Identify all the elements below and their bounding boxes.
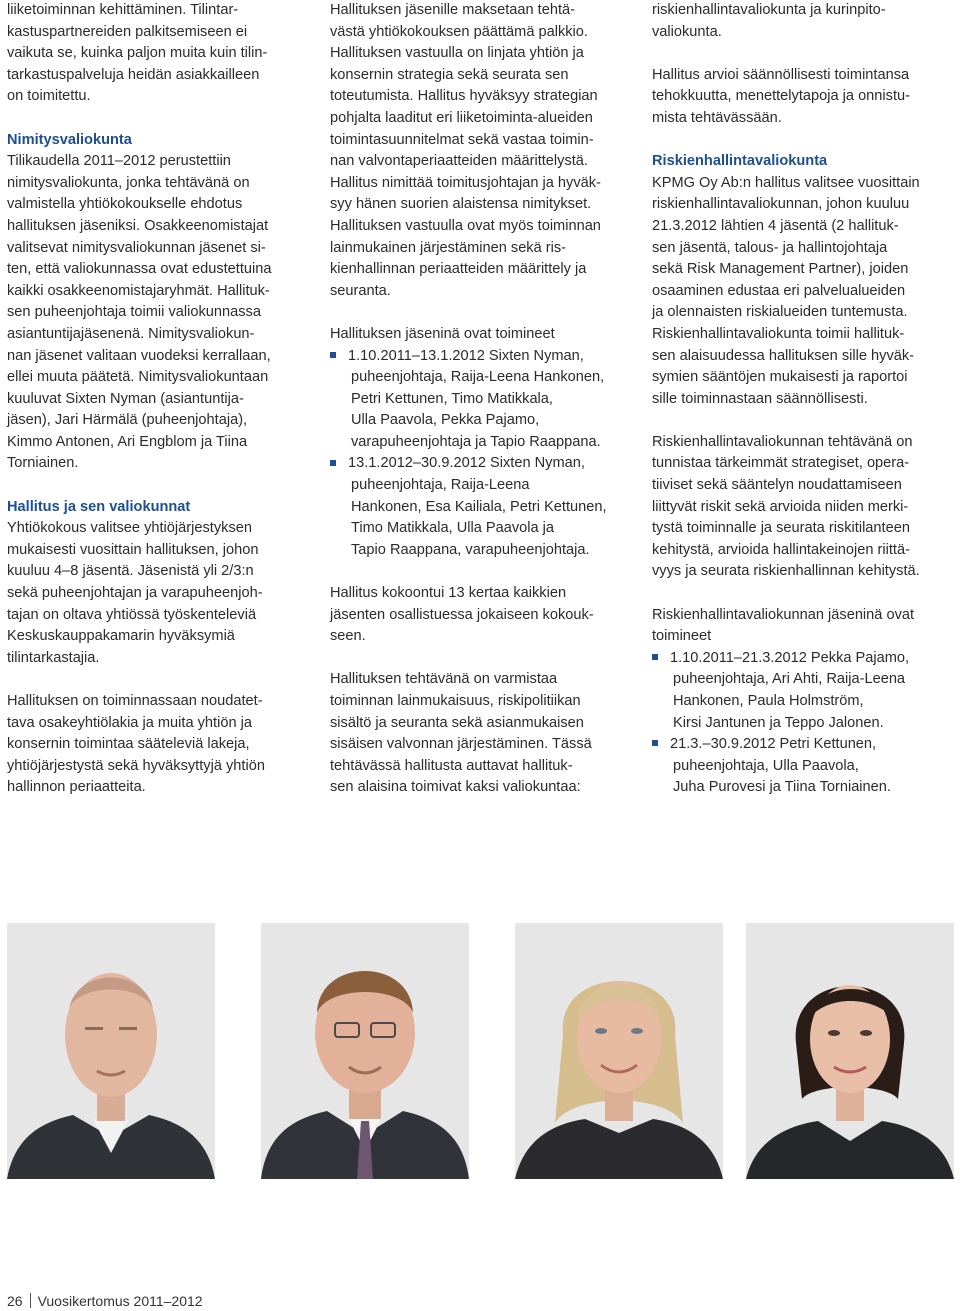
heading-hallitus: Hallitus ja sen valiokunnat — [7, 498, 191, 515]
paragraph-palkkio: Hallituksen jäsenille maksetaan tehtä- västä yhtiökokouksen päättämä palkkio. Hallituksen vastuulla on linjata yhtiön ja konsernin strategia sekä seurata sen toteutumista. Hallitus hyväksyy strategian pohjalta laaditut eri liiketoiminta-alueiden toimintasuunnitelmat sekä vastaa toimin- nan valvontaperiaatteiden määrittelystä. Hallitus nimittää toimitusjohtajan ja hyväk- syy hänen suorien alaistensa nimitykset. Hallituksen vastuulla ovat myös toiminnan lainmukainen järjestäminen sekä ris- kienhallinnan periaatteiden määrittely ja seuranta. — [330, 2, 601, 299]
paragraph-valiokunnat: riskienhallintavaliokunta ja kurinpito- valiokunta. — [652, 2, 886, 40]
bullet-list-hallitus — [330, 346, 630, 562]
column-3 — [652, 0, 952, 799]
members-intro: Hallituksen jäseninä ovat toimineet — [330, 325, 555, 342]
portrait-photo-1 — [7, 923, 215, 1179]
list-item: 1.10.2011–21.3.2012 Pekka Pajamo, puheenjohtaja, Ari Ahti, Raija-Leena Hankonen, Paula Holmström, Kirsi Jantunen ja Teppo Jalonen. — [652, 648, 952, 734]
paragraph-riskienhallinta: KPMG Oy Ab:n hallitus valitsee vuosittain riskienhallintavaliokunnan, johon kuuluu 21.3.2012 lähtien 4 jäsentä (2 hallituk- sen jäsentä, talous- ja hallintojohtaja sekä Risk Management Partner), joiden osaaminen edustaa eri palvelualueiden ja olennaisten riskialueiden tuntemusta. Riskienhallintavaliokunta toimii hallituk- sen alaisuudessa hallituksen sille hyväk- symien sääntöjen mukaisesti ja raportoi sille toiminnastaan säännöllisesti. — [652, 174, 920, 407]
square-bullet-icon — [652, 654, 658, 660]
portrait-photo-2 — [261, 923, 469, 1179]
publication-title: Vuosikertomus 2011–2012 — [37, 1293, 203, 1309]
paragraph-nimitysvaliokunta: Tilikaudella 2011–2012 perustettiin nimitysvaliokunta, jonka tehtävänä on valmistella yhtiökokoukselle ehdotus hallituksen jäseniksi. Osakkeenomistajat valitsevat nimitysvaliokunnan jäsenet si- ten, että valiokunnassa ovat edustettuina kaikki osakkeenomistajaryhmät. Hallituk- sen puheenjohtaja toimii valiokunnassa asiantuntijajäsenenä. Nimitysvaliokun- nan jäsenet valitaan vuodeksi kerrallaan, ellei muuta päätetä. Nimitysvaliokuntaan kuuluvat Sixten Nyman (asiantuntija- jäsen), Jari Härmälä (puheenjohtaja), Kimmo Antonen, Ari Engblom ja Tiina Torniainen. — [7, 153, 272, 472]
list-item: 21.3.–30.9.2012 Petri Kettunen, puheenjohtaja, Ulla Paavola, Juha Purovesi ja Tiina Torniainen. — [652, 734, 952, 799]
footer-divider — [30, 1293, 31, 1308]
page-number: 26 — [7, 1293, 23, 1309]
list-item: 1.10.2011–13.1.2012 Sixten Nyman, puheenjohtaja, Raija-Leena Hankonen, Petri Kettunen, Timo Matikkala, Ulla Paavola, Pekka Pajamo, varapuheenjohtaja ja Tapio Raappana. — [330, 346, 630, 454]
paragraph-riskit: Riskienhallintavaliokunnan tehtävänä on tunnistaa tärkeimmät strategiset, opera- tiiviset sekä sääntelyn noudattamiseen liittyvät riskit sekä arvioida niiden merki- tystä toiminnalle ja seurata riskitilanteen kehitystä, arvioida hallintakeinojen riittä- vyys ja seurata riskienhallinnan kehitystä. — [652, 433, 920, 580]
bullet-list-riskienhallinta — [652, 648, 952, 799]
paragraph-arviointi: Hallitus arvioi säännöllisesti toimintansa tehokkuutta, menettelytapoja ja onnistu- mista tehtävässään. — [652, 66, 910, 126]
heading-nimitysvaliokunta: Nimitysvaliokunta — [7, 131, 132, 148]
column-2 — [330, 0, 630, 799]
portrait-photo-3 — [515, 923, 723, 1179]
paragraph-jasenet: Riskienhallintavaliokunnan jäseninä ovat toimineet — [652, 606, 915, 645]
square-bullet-icon — [330, 352, 336, 358]
paragraph-tehtava: Hallituksen tehtävänä on varmistaa toiminnan lainmukaisuus, riskipolitiikan sisältö ja seuranta sekä asianmukaisen sisäisen valvonnan järjestäminen. Tässä tehtävässä hallitusta auttavat hallituk- sen alaisina toimivat kaksi valiokuntaa: — [330, 671, 592, 796]
page-footer — [7, 1293, 203, 1309]
paragraph-kokoukset: Hallitus kokoontui 13 kertaa kaikkien jäsenten osallistuessa jokaiseen kokouk- seen. — [330, 585, 594, 645]
paragraph-intro: liiketoiminnan kehittäminen. Tilintar- kastuspartnereiden palkitsemiseen ei vaikuta se, kuinka paljon muita kuin tilin- tarkastuspalveluja heidän asiakkailleen on toimitettu. — [7, 2, 268, 105]
portrait-photo-4 — [746, 923, 954, 1179]
list-item: 13.1.2012–30.9.2012 Sixten Nyman, puheenjohtaja, Raija-Leena Hankonen, Esa Kailiala, Petri Kettunen, Timo Matikkala, Ulla Paavola ja Tapio Raappana, varapuheenjohtaja. — [330, 453, 630, 561]
square-bullet-icon — [330, 460, 336, 466]
column-1 — [7, 0, 307, 799]
paragraph-hallitus: Yhtiökokous valitsee yhtiöjärjestyksen mukaisesti vuosittain hallituksen, johon kuuluu 4–8 jäsentä. Jäsenistä yli 2/3:n sekä puheenjohtajan ja varapuheenjoh- tajan on oltava yhtiössä työskenteleviä Keskuskauppakamarin hyväksymiä tilintarkastajia. — [7, 520, 263, 666]
heading-riskienhallintavaliokunta: Riskienhallintavaliokunta — [652, 153, 828, 170]
paragraph-lait: Hallituksen on toiminnassaan noudatet- tava osakeyhtiölakia ja muita yhtiön ja konsernin toimintaa sääteleviä lakeja, yhtiöjärjestystä sekä hyväksyttyjä yhtiön hallinnon periaatteita. — [7, 693, 265, 796]
square-bullet-icon — [652, 740, 658, 746]
